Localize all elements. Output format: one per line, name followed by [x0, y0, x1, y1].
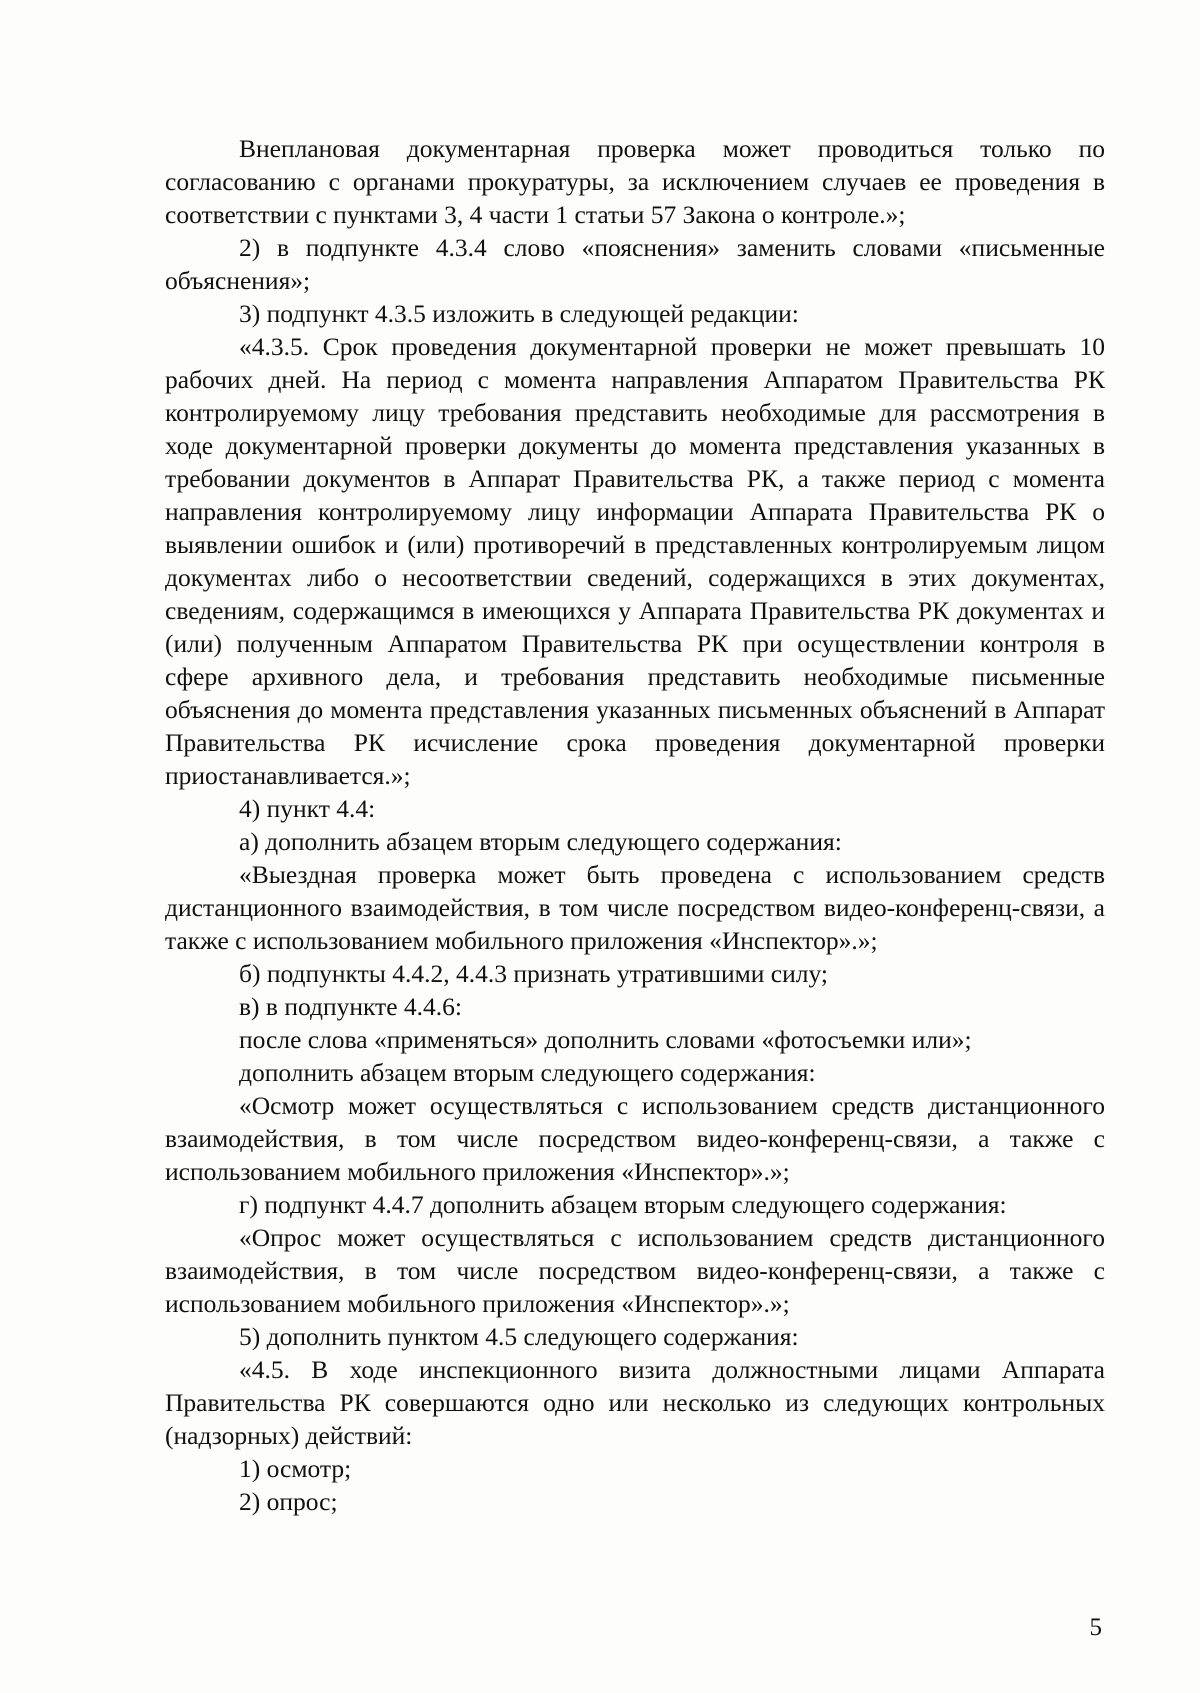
document-body	[165, 132, 1105, 1518]
paragraph-list-inspection: 1) осмотр;	[239, 1454, 352, 1483]
paragraph-unplanned-inspection: Внеплановая документарная проверка может проводиться только по согласованию с органами прокуратуры, за исключением случаев ее проведения в соответствии с пунктами 3, 4 части 1 статьи 57 Закона о контроле.»;	[165, 134, 1105, 229]
paragraph-item-2: 2) в подпункте 4.3.4 слово «пояснения» заменить словами «письменные объяснения»;	[165, 233, 1105, 295]
paragraph-item-3: 3) подпункт 4.3.5 изложить в следующей редакции:	[239, 299, 799, 328]
paragraph-item-4g: г) подпункт 4.4.7 дополнить абзацем вторым следующего содержания:	[239, 1190, 1007, 1219]
paragraph-after-word: после слова «применяться» дополнить словами «фотосъемки или»;	[239, 1025, 972, 1054]
paragraph-survey-remote: «Опрос может осуществляться с использованием средств дистанционного взаимодействия, в том числе посредством видео-конференц-связи, а также с использованием мобильного приложения «Инспектор».»;	[165, 1223, 1105, 1318]
paragraph-item-4b: б) подпункты 4.4.2, 4.4.3 признать утратившими силу;	[239, 959, 828, 988]
paragraph-item-4: 4) пункт 4.4:	[239, 794, 376, 823]
paragraph-4-3-5: «4.3.5. Срок проведения документарной проверки не может превышать 10 рабочих дней. На период с момента направления Аппаратом Правительства РК контролируемому лицу требования представить необходимые для рассмотрения в ходе документарной проверки документы до момента представления указанных в требовании документов в Аппарат Правительства РК, а также период с момента направления контролируемому лицу информации Аппарата Правительства РК о выявлении ошибок и (или) противоречий в представленных контролируемым лицом документах либо о несоответствии сведений, содержащихся в этих документах, сведениям, содержащимся в имеющихся у Аппарата Правительства РК документах и (или) полученным Аппаратом Правительства РК при осуществлении контроля в сфере архивного дела, и требования представить необходимые письменные объяснения до момента представления указанных письменных объяснений в Аппарат Правительства РК исчисление срока проведения документарной проверки приостанавливается.»;	[165, 332, 1105, 790]
paragraph-supplement-second: дополнить абзацем вторым следующего содержания:	[239, 1058, 816, 1087]
paragraph-4-5: «4.5. В ходе инспекционного визита должностными лицами Аппарата Правительства РК совершаются одно или несколько из следующих контрольных (надзорных) действий:	[165, 1355, 1105, 1450]
paragraph-field-inspection: «Выездная проверка может быть проведена с использованием средств дистанционного взаимодействия, в том числе посредством видео-конференц-связи, а также с использованием мобильного приложения «Инспектор».»;	[165, 860, 1105, 955]
paragraph-item-5: 5) дополнить пунктом 4.5 следующего содержания:	[239, 1322, 799, 1351]
page-number: 5	[1089, 1614, 1102, 1641]
paragraph-inspection-remote: «Осмотр может осуществляться с использованием средств дистанционного взаимодействия, в том числе посредством видео-конференц-связи, а также с использованием мобильного приложения «Инспектор».»;	[165, 1091, 1105, 1186]
paragraph-item-4v: в) в подпункте 4.4.6:	[239, 992, 462, 1021]
paragraph-list-survey: 2) опрос;	[239, 1487, 338, 1516]
paragraph-item-4a: а) дополнить абзацем вторым следующего содержания:	[239, 827, 842, 856]
